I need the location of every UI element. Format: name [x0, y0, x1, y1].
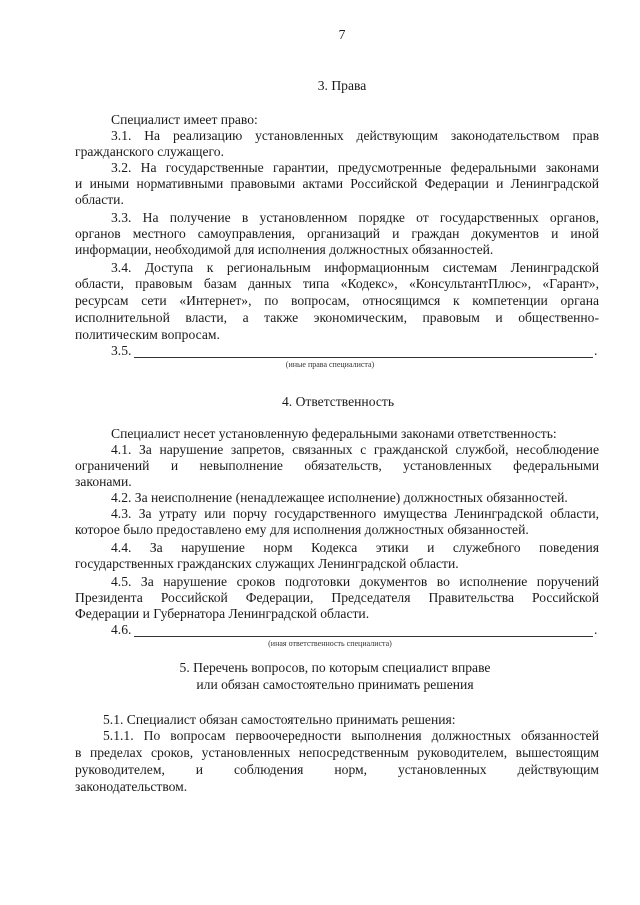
section-5-heading-line-2: или обязан самостоятельно принимать решения [196, 677, 474, 692]
paragraph-3-4-line-5: политическим вопросам. [75, 327, 220, 342]
section-4-intro: Специалист несет установленную федеральными законами ответственность: [111, 426, 557, 441]
paragraph-3-2-line-1: 3.2. На государственные гарантии, предусмотренные федеральными законами [111, 160, 599, 175]
paragraph-5-1-1-line-3: руководителем, и соблюдения норм, установленных действующим [75, 762, 599, 777]
paragraph-4-4-line-2: государственных гражданских служащих Ленинградской области. [75, 556, 459, 571]
paragraph-3-1-line-1: 3.1. На реализацию установленных действующим законодательством прав [111, 128, 599, 143]
section-5-heading-line-1: 5. Перечень вопросов, по которым специалист вправе [179, 660, 491, 675]
paragraph-3-2-line-3: области. [75, 192, 124, 207]
paragraph-5-1-1-line-2: в пределах сроков, установленных непосредственным руководителем, вышестоящим [75, 745, 599, 760]
paragraph-4-3-line-1: 4.3. За утрату или порчу государственного имущества Ленинградской области, [111, 506, 599, 521]
paragraph-4-1-line-3: законами. [75, 474, 132, 489]
paragraph-5-1: 5.1. Специалист обязан самостоятельно принимать решения: [103, 712, 456, 727]
paragraph-4-1-line-2: ограничений и невыполнение обязательств, установленных федеральными [75, 458, 599, 473]
paragraph-3-1-line-2: гражданского служащего. [75, 144, 224, 159]
paragraph-4-6-period: . [594, 622, 598, 637]
note-other-responsibility: (иная ответственность специалиста) [268, 639, 392, 648]
paragraph-3-4-line-4: исполнительной власти, а также экономическим, правовым и общественно- [75, 310, 599, 325]
paragraph-3-5-number: 3.5. [111, 343, 132, 358]
note-other-rights: (иные права специалиста) [285, 360, 375, 369]
paragraph-4-3-line-2: которое было предоставлено ему для исполнения должностных обязанностей. [75, 522, 529, 537]
paragraph-4-6-number: 4.6. [111, 622, 132, 637]
paragraph-4-1-line-1: 4.1. За нарушение запретов, связанных с гражданской службой, несоблюдение [111, 442, 599, 457]
fill-in-line-3-5 [134, 357, 593, 358]
paragraph-4-5-line-3: Федерации и Губернатора Ленинградской области. [75, 606, 370, 621]
paragraph-3-5-period: . [594, 343, 598, 358]
page-number: 7 [338, 27, 346, 42]
paragraph-4-5-line-2: Президента Российской Федерации, Председателя Правительства Российской [75, 590, 599, 605]
paragraph-3-4-line-1: 3.4. Доступа к региональным информационным системам Ленинградской [111, 260, 599, 275]
section-3-intro: Специалист имеет право: [111, 112, 258, 127]
paragraph-3-3-line-2: органов местного самоуправления, организаций и граждан документов и иной [75, 226, 599, 241]
paragraph-5-1-1-line-4: законодательством. [75, 779, 188, 794]
paragraph-3-4-line-3: ресурсам сети «Интернет», по вопросам, относящимся к компетенции органа [75, 293, 599, 308]
paragraph-3-3-line-1: 3.3. На получение в установленном порядке от государственных органов, [111, 210, 599, 225]
fill-in-line-4-6 [134, 636, 593, 637]
paragraph-4-5-line-1: 4.5. За нарушение сроков подготовки документов во исполнение поручений [111, 574, 599, 589]
paragraph-3-4-line-2: области, правовым базам данных типа «Кодекс», «КонсультантПлюс», «Гарант», [75, 276, 599, 291]
paragraph-4-4-line-1: 4.4. За нарушение норм Кодекса этики и служебного поведения [111, 540, 599, 555]
paragraph-3-2-line-2: и иными нормативными правовыми актами Российской Федерации и Ленинградской [75, 176, 599, 191]
section-3-heading: 3. Права [317, 78, 367, 93]
paragraph-5-1-1-line-1: 5.1.1. По вопросам первоочередности выполнения должностных обязанностей [103, 728, 599, 743]
paragraph-3-3-line-3: информации, необходимой для исполнения должностных обязанностей. [75, 242, 494, 257]
paragraph-4-2: 4.2. За неисполнение (ненадлежащее исполнение) должностных обязанностей. [111, 490, 568, 505]
section-4-heading: 4. Ответственность [281, 394, 395, 409]
